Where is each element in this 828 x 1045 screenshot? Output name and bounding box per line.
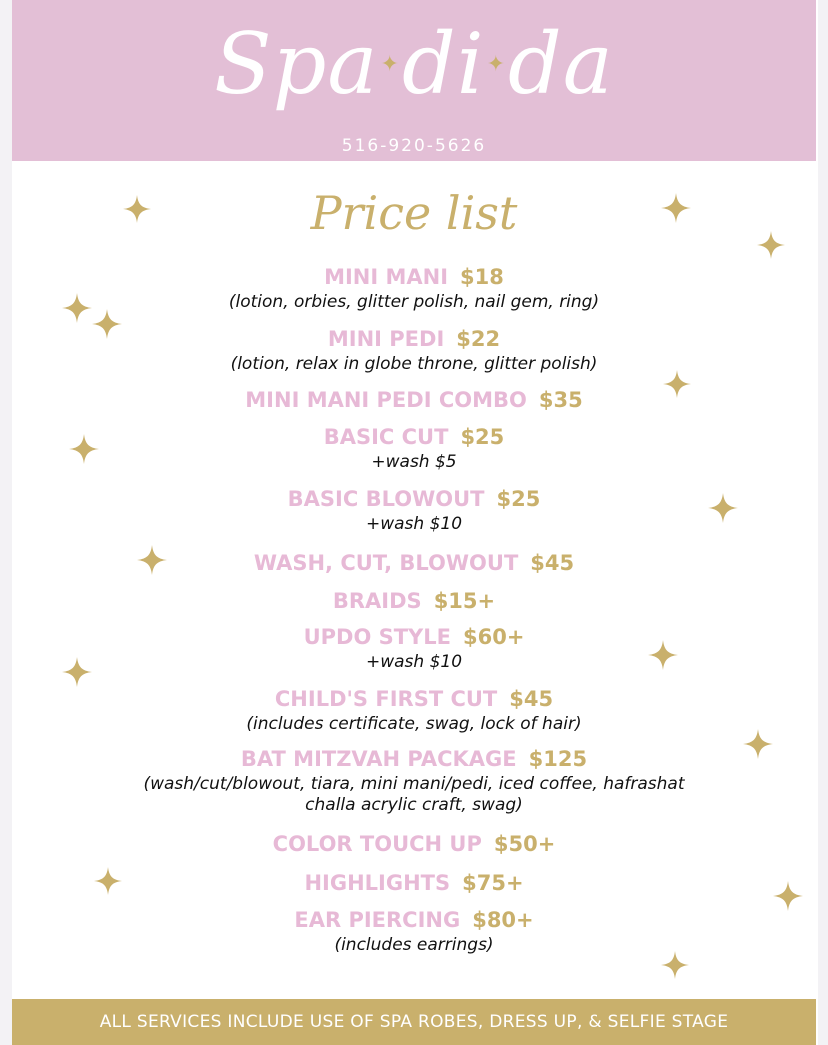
service-name: UPDO STYLE bbox=[303, 625, 451, 649]
service-name: BAT MITZVAH PACKAGE bbox=[240, 747, 517, 771]
phone-number[interactable]: 516-920-5626 bbox=[341, 136, 487, 156]
service-note: (includes certificate, swag, lock of hair) bbox=[246, 714, 582, 734]
service-item bbox=[60, 829, 768, 859]
service-name: HIGHLIGHTS bbox=[304, 871, 451, 895]
service-note: +wash $10 bbox=[365, 652, 463, 672]
service-name: BASIC BLOWOUT bbox=[287, 487, 485, 511]
service-item bbox=[60, 548, 768, 578]
service-item bbox=[60, 684, 768, 735]
service-note-continued: challa acrylic craft, swag) bbox=[305, 795, 523, 815]
service-name: MINI MANI bbox=[324, 265, 449, 289]
service-item bbox=[60, 586, 768, 616]
service-price: $22 bbox=[456, 327, 501, 351]
footer-text: ALL SERVICES INCLUDE USE OF SPA ROBES, DRESS UP, & SELFIE STAGE bbox=[99, 1012, 729, 1032]
service-note: +wash $10 bbox=[365, 514, 463, 534]
logo-part-di: di bbox=[401, 15, 485, 113]
service-price: $80+ bbox=[472, 908, 534, 932]
service-note: (includes earrings) bbox=[334, 935, 494, 955]
service-price: $75+ bbox=[462, 871, 524, 895]
logo-part-da: da bbox=[508, 15, 614, 113]
service-note: (wash/cut/blowout, tiara, mini mani/pedi, iced coffee, hafrashat bbox=[143, 774, 685, 794]
diamond-dot-icon: ✦ bbox=[380, 52, 400, 77]
service-price: $25 bbox=[460, 425, 505, 449]
service-price: $50+ bbox=[493, 832, 556, 856]
diamond-dot-icon: ✦ bbox=[486, 52, 507, 77]
service-price: $35 bbox=[538, 388, 583, 412]
service-note: (lotion, relax in globe throne, glitter polish) bbox=[230, 354, 598, 374]
service-item bbox=[60, 324, 768, 375]
service-price: $15+ bbox=[433, 589, 496, 613]
footer-banner bbox=[12, 999, 816, 1045]
service-name: MINI PEDI bbox=[327, 327, 445, 351]
service-price: $60+ bbox=[462, 625, 525, 649]
service-name: BASIC CUT bbox=[323, 425, 449, 449]
logo-part-spa: Spa bbox=[214, 15, 379, 113]
service-item bbox=[60, 422, 768, 473]
service-item bbox=[60, 622, 768, 673]
service-price: $125 bbox=[528, 747, 588, 771]
service-item bbox=[60, 905, 768, 956]
service-item bbox=[60, 385, 768, 415]
service-note: (lotion, orbies, glitter polish, nail gem, ring) bbox=[228, 292, 600, 312]
service-name: WASH, CUT, BLOWOUT bbox=[253, 551, 519, 575]
service-price: $25 bbox=[496, 487, 541, 511]
service-item bbox=[60, 868, 768, 898]
service-name: MINI MANI PEDI COMBO bbox=[245, 388, 527, 412]
service-name: BRAIDS bbox=[332, 589, 422, 613]
price-list-title: Price list bbox=[310, 186, 518, 240]
service-price: $18 bbox=[460, 265, 504, 289]
service-name: EAR PIERCING bbox=[294, 908, 461, 932]
service-name: CHILD'S FIRST CUT bbox=[274, 687, 498, 711]
service-item bbox=[60, 484, 768, 535]
service-price: $45 bbox=[530, 551, 575, 575]
service-name: COLOR TOUCH UP bbox=[272, 832, 482, 856]
service-price: $45 bbox=[509, 687, 554, 711]
service-item bbox=[60, 744, 768, 816]
service-item bbox=[60, 262, 768, 313]
service-note: +wash $5 bbox=[371, 452, 457, 472]
